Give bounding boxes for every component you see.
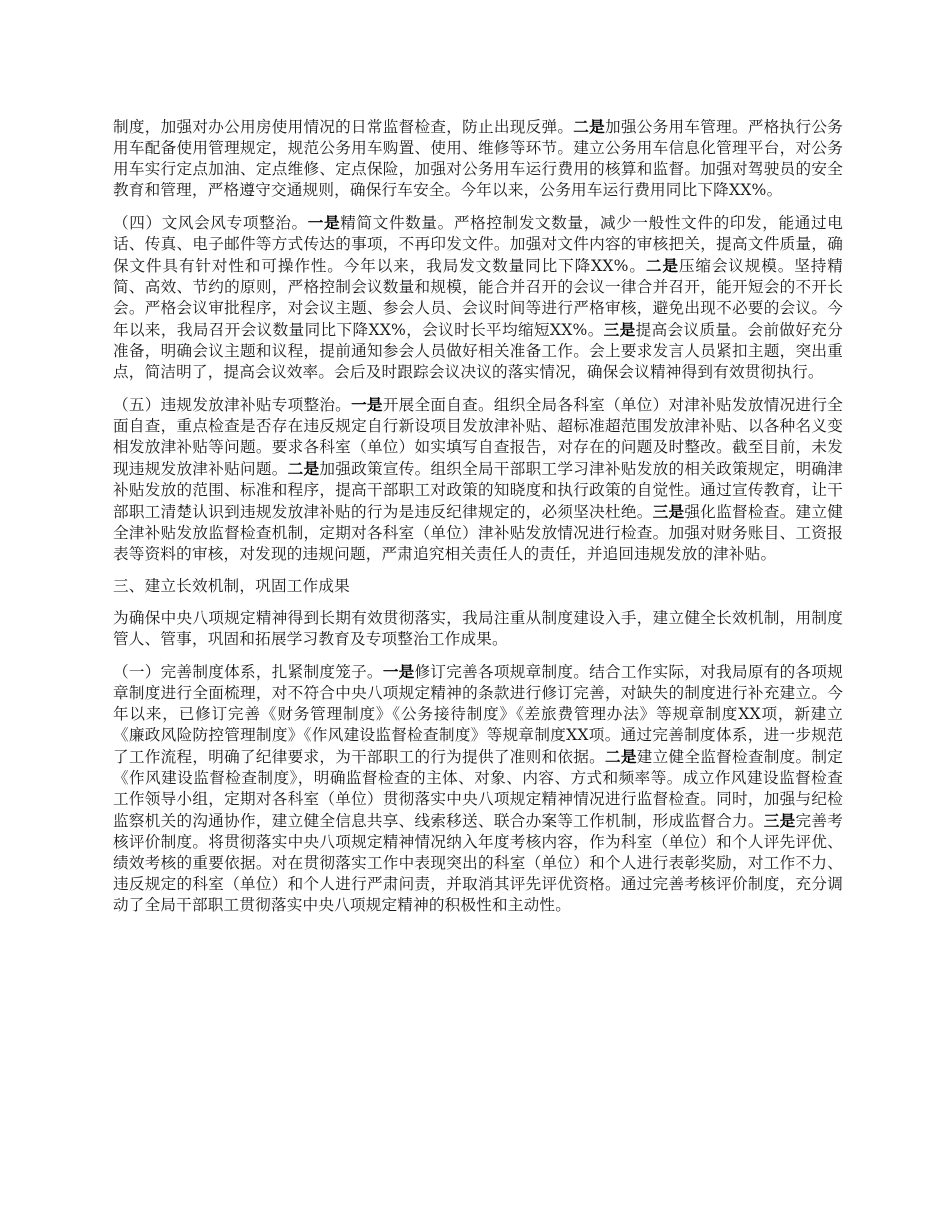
- bold-marker: 一是: [351, 395, 383, 414]
- text-run: 建立健全监督检查制度。制定《作风建设监督检查制度》，明确监督检查的主体、对象、内容、方式和频率等。成立作风建设监督检查工作领导小组，定期对各科室（单位）贯彻落实中央八项规定精神情况进行监督检查。同时，加强与纪检监察机关的沟通协作，建立健全信息共享、线索移送、联合办案等工作机制，形成监督合力。: [113, 748, 843, 830]
- paragraph: [113, 116, 843, 201]
- bold-marker: 三是: [763, 811, 796, 830]
- text-run: 三、建立长效机制，巩固工作成果: [113, 577, 350, 595]
- text-run: 修订完善各项规章制度。结合工作实际，对我局原有的各项规章制度进行全面梳理，对不符合中央八项规定精神的条款进行修订完善，对缺失的制度进行补充建立。今年以来，已修订完善《财务管理制度》《公务接待制度》《差旅费管理办法》等规章制度XX项，新建立《廉政风险防控管理制度》《作风建设监督检查制度》等规章制度XX项。通过完善制度体系，进一步规范了工作流程，明确了纪律要求，为干部职工的行为提供了准则和依据。: [113, 663, 843, 766]
- paragraph: [113, 212, 843, 383]
- text-run: 完善考核评价制度。将贯彻落实中央八项规定精神情况纳入年度考核内容，作为科室（单位）和个人评先评优、绩效考核的重要依据。对在贯彻落实工作中表现突出的科室（单位）和个人进行表彰奖励，对工作不力、违反规定的科室（单位）和个人进行严肃问责，并取消其评先评优资格。通过完善考核评价制度，充分调动了全局干部职工贯彻落实中央八项规定精神的积极性和主动性。: [113, 812, 844, 914]
- text-run: 加强政策宣传。组织全局干部职工学习津补贴发放的相关政策规定，明确津补贴发放的范围、标准和程序，提高干部职工对政策的知晓度和执行政策的自觉性。通过宣传教育，让干部职工清楚认识到违规发放津补贴的行为是违反纪律规定的，必须坚决杜绝。: [113, 460, 844, 521]
- paragraph: [113, 394, 843, 565]
- paragraph: [113, 608, 843, 650]
- bold-marker: 二是: [287, 459, 320, 478]
- paragraph: [113, 661, 843, 916]
- text-run: 开展全面自查。组织全局各科室（单位）对津补贴发放情况进行全面自查，重点检查是否存在违反规定自行新设项目发放津补贴、超标准超范围发放津补贴、以各种名义变相发放津补贴等问题。要求各科室（单位）如实填写自查报告，对存在的问题及时整改。截至目前，未发现违规发放津补贴问题。: [113, 396, 843, 478]
- bold-marker: 二是: [645, 256, 679, 275]
- text-run: （四）文风会风专项整治。: [113, 214, 308, 232]
- document-page: [113, 116, 843, 927]
- bold-marker: 三是: [652, 502, 685, 521]
- text-run: 加强公务用车管理。严格执行公务用车配备使用管理规定，规范公务用车购置、使用、维修等环节。建立公务用车信息化管理平台，对公务用车实行定点加油、定点维修、定点保险，加强对公务用车运行费用的核算和监督。加强对驾驶员的安全教育和管理，严格遵守交通规则，确保行车安全。今年以来，公务用车运行费用同比下降XX%。: [113, 118, 843, 199]
- text-run: 强化监督检查。建立健全津补贴发放监督检查机制，定期对各科室（单位）津补贴发放情况进行检查。加强对财务账目、工资报表等资料的审核，对发现的违规问题，严肃追究相关责任人的责任，并追回违规发放的津补贴。: [113, 503, 843, 563]
- bold-marker: 一是: [307, 213, 341, 232]
- section-heading: [113, 576, 843, 597]
- bold-marker: 二是: [573, 117, 605, 136]
- bold-marker: 一是: [382, 662, 415, 681]
- text-run: 为确保中央八项规定精神得到长期有效贯彻落实，我局注重从制度建设入手，建立健全长效机制，用制度管人、管事，巩固和拓展学习教育及专项整治工作成果。: [113, 609, 843, 648]
- bold-marker: 二是: [605, 747, 637, 766]
- text-run: （五）违规发放津补贴专项整治。: [113, 396, 352, 414]
- text-run: （一）完善制度体系，扎紧制度笼子。: [113, 663, 383, 681]
- text-run: 精简文件数量。严格控制发文数量，减少一般性文件的印发，能通过电话、传真、电子邮件等方式传达的事项，不再印发文件。加强对文件内容的审核把关，提高文件质量，确保文件具有针对性和可操作性。今年以来，我局发文数量同比下降XX%。: [113, 214, 843, 275]
- bold-marker: 三是: [603, 320, 636, 339]
- text-run: 制度，加强对办公用房使用情况的日常监督检查，防止出现反弹。: [113, 118, 574, 136]
- text-run: 压缩会议规模。坚持精简、高效、节约的原则，严格控制会议数量和规模，能合并召开的会议一律合并召开，能开短会的不开长会。严格会议审批程序，对会议主题、参会人员、会议时间等进行严格审核，避免出现不必要的会议。今年以来，我局召开会议数量同比下降XX%，会议时长平均缩短XX%。: [113, 257, 843, 339]
- text-run: 提高会议质量。会前做好充分准备，明确会议主题和议程，提前通知参会人员做好相关准备工作。会上要求发言人员紧扣主题，突出重点，简洁明了，提高会议效率。会后及时跟踪会议决议的落实情况，确保会议精神得到有效贯彻执行。: [113, 321, 843, 381]
